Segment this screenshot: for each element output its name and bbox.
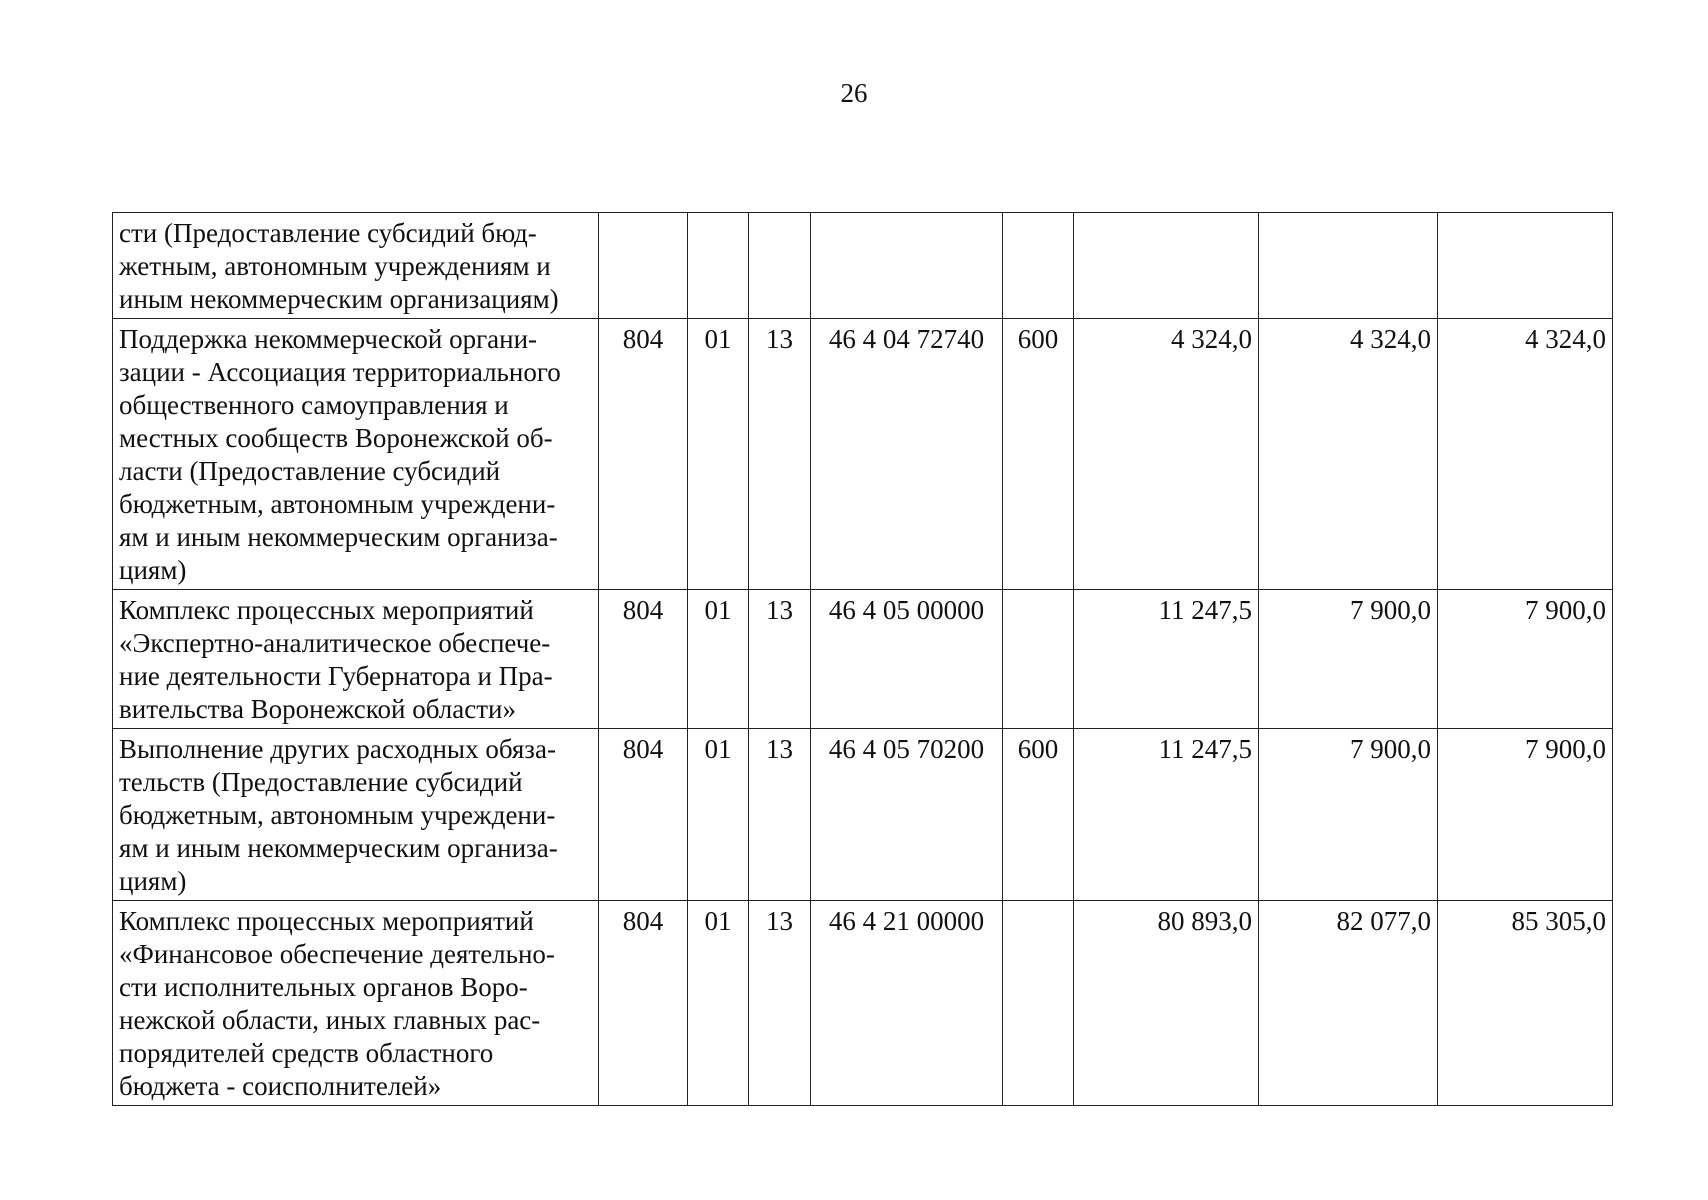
- amount-year-1-cell: 80 893,0: [1074, 901, 1259, 1106]
- table-row: [113, 729, 1613, 901]
- row-name-cell: Поддержка некоммерческой органи- зации - Ассоциация территориального общественного самоуправления и местных сообществ Воронежской об- ласти (Предоставление субсидий бюджетным, автономным учреждени- ям и иным некоммерческим организа- циям): [113, 319, 599, 590]
- row-name-cell: сти (Предоставление субсидий бюд- жетным, автономным учреждениям и иным некоммерческим организациям): [113, 213, 599, 319]
- section-cell: 01: [688, 901, 749, 1106]
- row-name-cell: Выполнение других расходных обяза- тельств (Предоставление субсидий бюджетным, автономным учреждени- ям и иным некоммерческим организа- циям): [113, 729, 599, 901]
- table-row: [113, 901, 1613, 1106]
- target-article-cell: 46 4 05 00000: [811, 590, 1003, 729]
- amount-year-1-cell: 4 324,0: [1074, 319, 1259, 590]
- amount-year-2-cell: 82 077,0: [1259, 901, 1438, 1106]
- amount-year-3-cell: 4 324,0: [1438, 319, 1613, 590]
- page-number: 26: [840, 78, 868, 108]
- target-article-cell: [811, 213, 1003, 319]
- amount-year-2-cell: 7 900,0: [1259, 729, 1438, 901]
- row-name-cell: Комплекс процессных мероприятий «Финансовое обеспечение деятельно- сти исполнительных органов Воро- нежской области, иных главных рас- порядителей средств областного бюджета - соисполнителей»: [113, 901, 599, 1106]
- expense-type-cell: [1003, 590, 1074, 729]
- amount-year-1-cell: 11 247,5: [1074, 590, 1259, 729]
- target-article-cell: 46 4 21 00000: [811, 901, 1003, 1106]
- amount-year-3-cell: 85 305,0: [1438, 901, 1613, 1106]
- expense-type-cell: 600: [1003, 319, 1074, 590]
- subsection-cell: 13: [749, 729, 811, 901]
- subsection-cell: 13: [749, 319, 811, 590]
- budget-table: [112, 212, 1613, 1106]
- grbs-cell: 804: [599, 901, 688, 1106]
- amount-year-3-cell: 7 900,0: [1438, 729, 1613, 901]
- target-article-cell: 46 4 04 72740: [811, 319, 1003, 590]
- grbs-cell: [599, 213, 688, 319]
- amount-year-1-cell: 11 247,5: [1074, 729, 1259, 901]
- section-cell: 01: [688, 319, 749, 590]
- subsection-cell: 13: [749, 590, 811, 729]
- expense-type-cell: [1003, 213, 1074, 319]
- section-cell: 01: [688, 729, 749, 901]
- amount-year-2-cell: 4 324,0: [1259, 319, 1438, 590]
- section-cell: [688, 213, 749, 319]
- expense-type-cell: [1003, 901, 1074, 1106]
- amount-year-3-cell: [1438, 213, 1613, 319]
- target-article-cell: 46 4 05 70200: [811, 729, 1003, 901]
- amount-year-2-cell: [1259, 213, 1438, 319]
- expense-type-cell: 600: [1003, 729, 1074, 901]
- amount-year-3-cell: 7 900,0: [1438, 590, 1613, 729]
- subsection-cell: [749, 213, 811, 319]
- table-row: [113, 213, 1613, 319]
- table-row: [113, 590, 1613, 729]
- subsection-cell: 13: [749, 901, 811, 1106]
- grbs-cell: 804: [599, 729, 688, 901]
- grbs-cell: 804: [599, 319, 688, 590]
- row-name-cell: Комплекс процессных мероприятий «Экспертно-аналитическое обеспече- ние деятельности Губернатора и Пра- вительства Воронежской области»: [113, 590, 599, 729]
- amount-year-1-cell: [1074, 213, 1259, 319]
- table-row: [113, 319, 1613, 590]
- grbs-cell: 804: [599, 590, 688, 729]
- amount-year-2-cell: 7 900,0: [1259, 590, 1438, 729]
- section-cell: 01: [688, 590, 749, 729]
